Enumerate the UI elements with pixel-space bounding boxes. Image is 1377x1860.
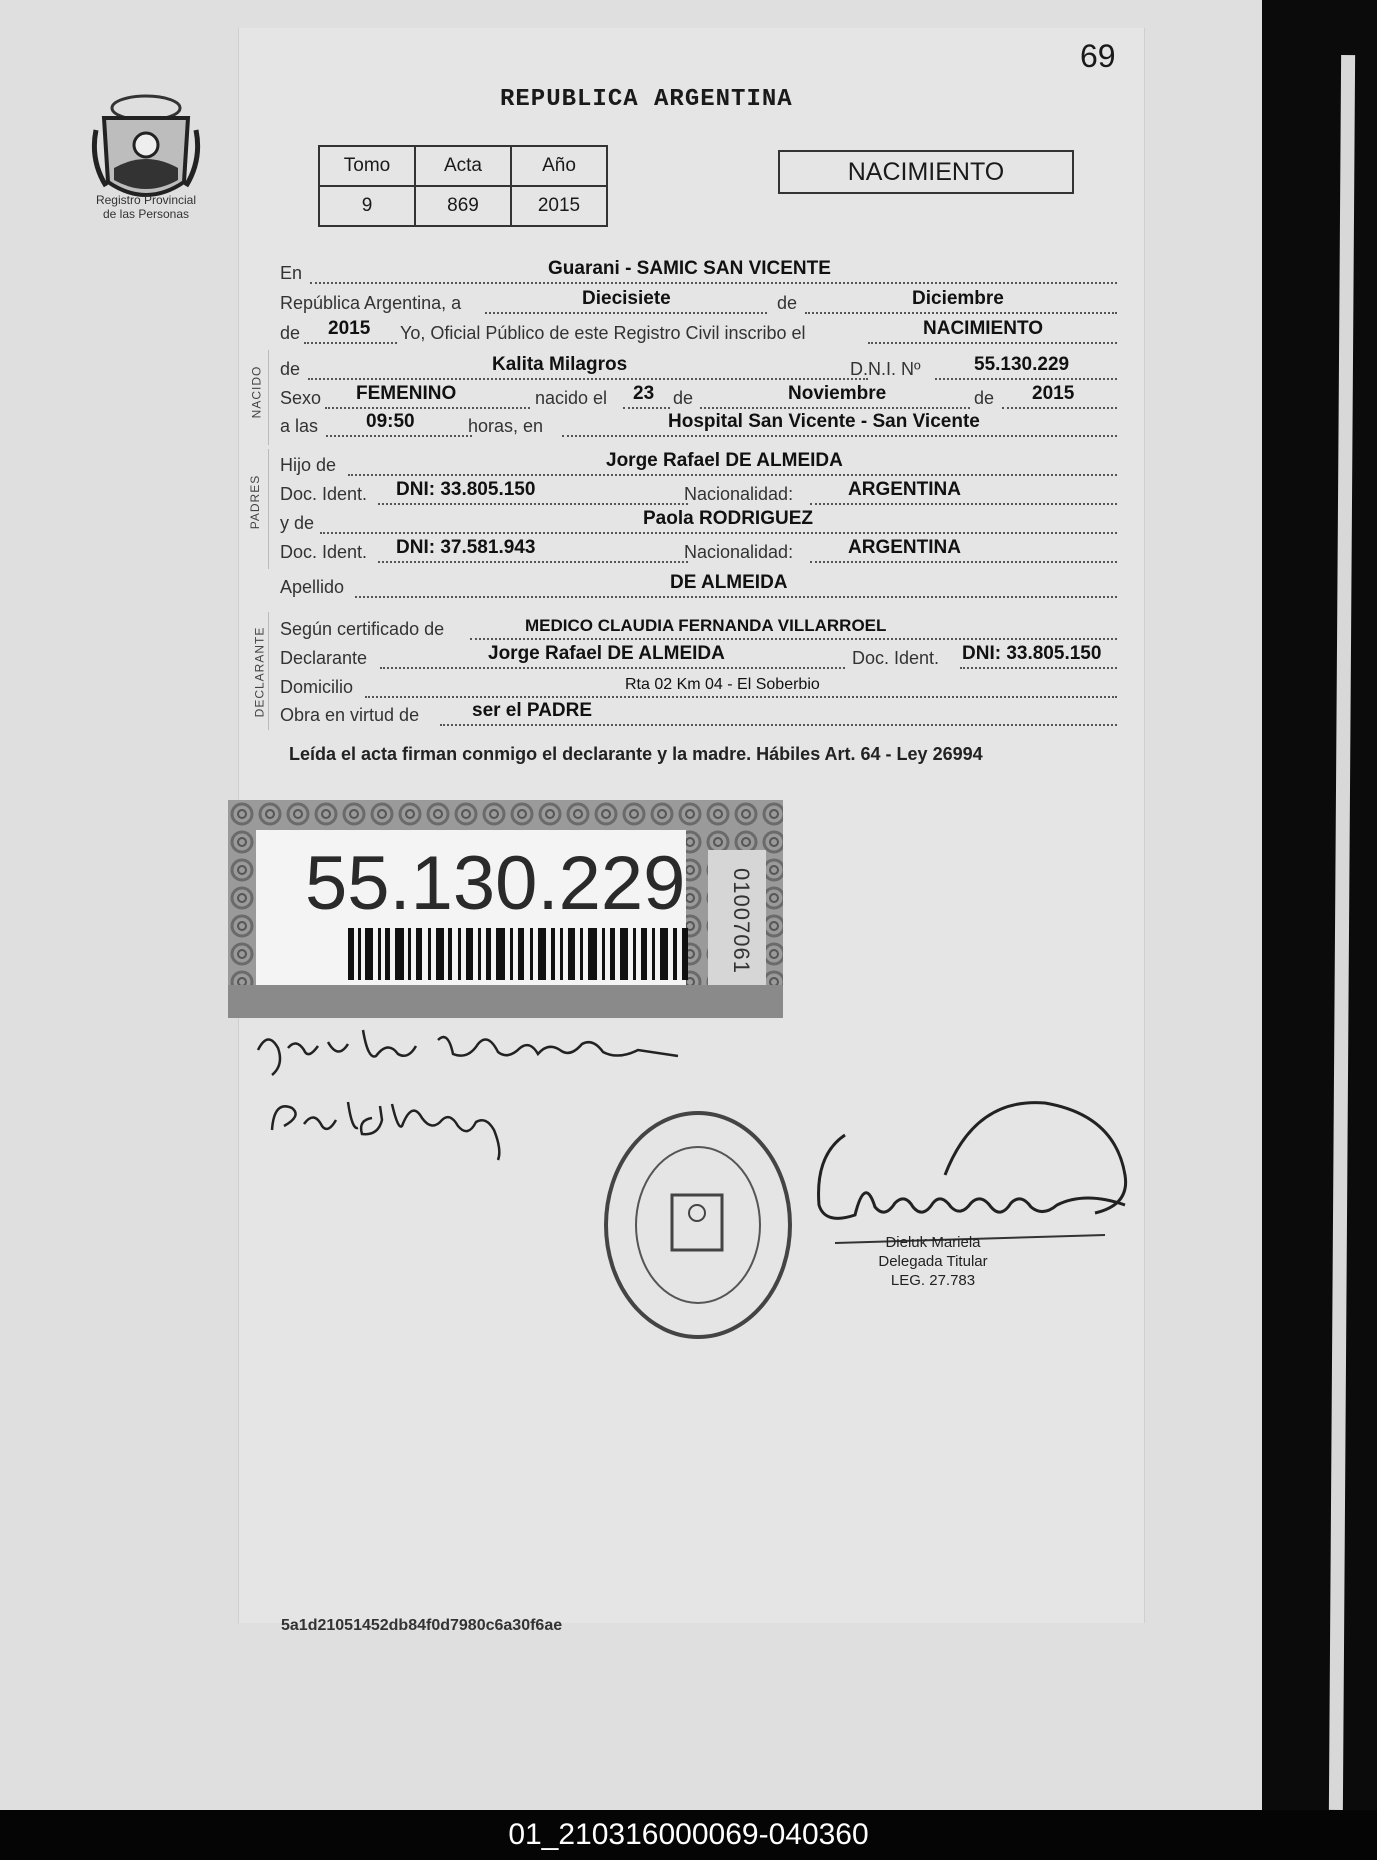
registry-value-acta: 869: [415, 186, 511, 226]
row-sexo: [280, 383, 1117, 413]
label-declarante: Declarante: [280, 648, 368, 668]
row-madre-doc: [280, 537, 1117, 567]
value-nombre: Kalita Milagros: [492, 354, 628, 375]
label-hijo-de: Hijo de: [280, 455, 337, 475]
official-leg: LEG. 27.783: [890, 1272, 976, 1289]
value-obra: ser el PADRE: [472, 700, 593, 721]
label-de: de: [777, 293, 798, 313]
value-lugar: Hospital San Vicente - San Vicente: [668, 411, 980, 432]
value-year: 2015: [328, 318, 371, 339]
label-padre-nac: Nacionalidad:: [684, 484, 794, 504]
sticker-barcode: [348, 928, 693, 980]
row-madre: [280, 508, 1117, 538]
label-nombre: de: [280, 359, 301, 379]
sticker-dni-number: 55.130.229: [305, 841, 686, 926]
value-apellido: DE ALMEIDA: [670, 572, 788, 593]
registry-header-acta: Acta: [415, 146, 511, 186]
label-nac-de1: de: [673, 388, 694, 408]
row-domicilio: [280, 672, 1117, 702]
row-padre: [280, 450, 1117, 480]
label-nacido-el: nacido el: [535, 388, 608, 408]
logo-caption-line2: de las Personas: [102, 207, 190, 221]
page-number: 69: [1080, 38, 1116, 74]
label-y-de: y de: [280, 513, 315, 533]
row-apellido: [280, 572, 1117, 602]
value-hora: 09:50: [366, 411, 415, 432]
value-nac-year: 2015: [1032, 383, 1075, 404]
registry-table: [318, 145, 608, 227]
value-padre: Jorge Rafael DE ALMEIDA: [606, 450, 843, 471]
value-madre-doc: DNI: 37.581.943: [396, 537, 536, 558]
row-obra: [280, 700, 1117, 730]
value-madre-nac: ARGENTINA: [848, 537, 961, 558]
logo-caption: [76, 193, 216, 221]
label-domicilio: Domicilio: [280, 677, 354, 697]
row-padre-doc: [280, 479, 1117, 509]
document-hash: 5a1d21051452db84f0d7980c6a30f6ae: [281, 1617, 563, 1634]
legal-note: Leída el acta firman conmigo el declarante y la madre. Hábiles Art. 64 - Ley 26994: [289, 744, 983, 764]
value-inscribo: NACIMIENTO: [923, 318, 1043, 339]
label-segun: Según certificado de: [280, 619, 445, 639]
registry-header-anio: Año: [511, 146, 607, 186]
value-nac-day: 23: [633, 383, 655, 404]
mother-signature: [262, 1090, 562, 1170]
id-sticker: [228, 800, 783, 1018]
side-label-declarante: DECLARANTE: [252, 626, 267, 718]
value-declarante-doc: DNI: 33.805.150: [962, 643, 1102, 664]
official-title: Delegada Titular: [878, 1253, 988, 1270]
official-signature-block: [818, 1233, 1048, 1290]
registry-header-tomo: Tomo: [319, 146, 415, 186]
value-nac-month: Noviembre: [788, 383, 887, 404]
label-en: En: [280, 263, 303, 283]
value-padre-nac: ARGENTINA: [848, 479, 961, 500]
registry-value-anio: 2015: [511, 186, 607, 226]
value-day-words: Diecisiete: [582, 288, 671, 309]
record-type-box: NACIMIENTO: [778, 150, 1074, 194]
label-republica: República Argentina, a: [280, 293, 462, 313]
file-id-footer: 01_210316000069-040360: [0, 1810, 1377, 1860]
value-dni: 55.130.229: [974, 354, 1070, 375]
label-obra: Obra en virtud de: [280, 705, 420, 725]
row-certificado: [280, 614, 1117, 644]
side-label-nacido: NACIDO: [249, 365, 264, 419]
father-signature: [248, 1020, 688, 1090]
row-hora: [280, 411, 1117, 441]
label-padre-doc: Doc. Ident.: [280, 484, 368, 504]
label-madre-doc: Doc. Ident.: [280, 542, 368, 562]
row-en: [280, 258, 1117, 288]
official-round-seal: [598, 1105, 798, 1345]
row-declarante: [280, 643, 1117, 673]
row-nombre: [280, 354, 1117, 384]
official-signature: [795, 1095, 1135, 1255]
label-declarante-doc: Doc. Ident.: [852, 648, 940, 668]
value-certificado: MEDICO CLAUDIA FERNANDA VILLARROEL: [525, 616, 887, 635]
registry-value-tomo: 9: [319, 186, 415, 226]
label-sexo: Sexo: [280, 388, 322, 408]
value-en: Guarani - SAMIC SAN VICENTE: [548, 258, 831, 279]
label-dni: D.N.I. Nº: [850, 359, 921, 379]
label-madre-nac: Nacionalidad:: [684, 542, 794, 562]
value-domicilio: Rta 02 Km 04 - El Soberbio: [625, 676, 820, 693]
value-sexo: FEMENINO: [356, 383, 457, 404]
sticker-serial: 01007061: [728, 868, 754, 974]
row-year: [280, 318, 1117, 348]
side-label-padres: PADRES: [248, 474, 263, 530]
document-title: REPUBLICA ARGENTINA: [500, 86, 793, 113]
label-apellido: Apellido: [280, 577, 345, 597]
official-name: Dieluk Mariela: [885, 1234, 981, 1251]
value-declarante: Jorge Rafael DE ALMEIDA: [488, 643, 725, 664]
logo-caption-line1: Registro Provincial: [95, 193, 197, 207]
value-padre-doc: DNI: 33.805.150: [396, 479, 536, 500]
label-hora: a las: [280, 416, 319, 436]
label-inscribo: Yo, Oficial Público de este Registro Civil inscribo el: [400, 323, 806, 343]
label-horas-en: horas, en: [468, 416, 544, 436]
label-nac-de2: de: [974, 388, 995, 408]
row-republica: [280, 288, 1117, 318]
value-madre: Paola RODRIGUEZ: [643, 508, 813, 529]
scan-background-edge: [1262, 0, 1377, 1810]
label-year-de: de: [280, 323, 301, 343]
value-month: Diciembre: [912, 288, 1004, 309]
